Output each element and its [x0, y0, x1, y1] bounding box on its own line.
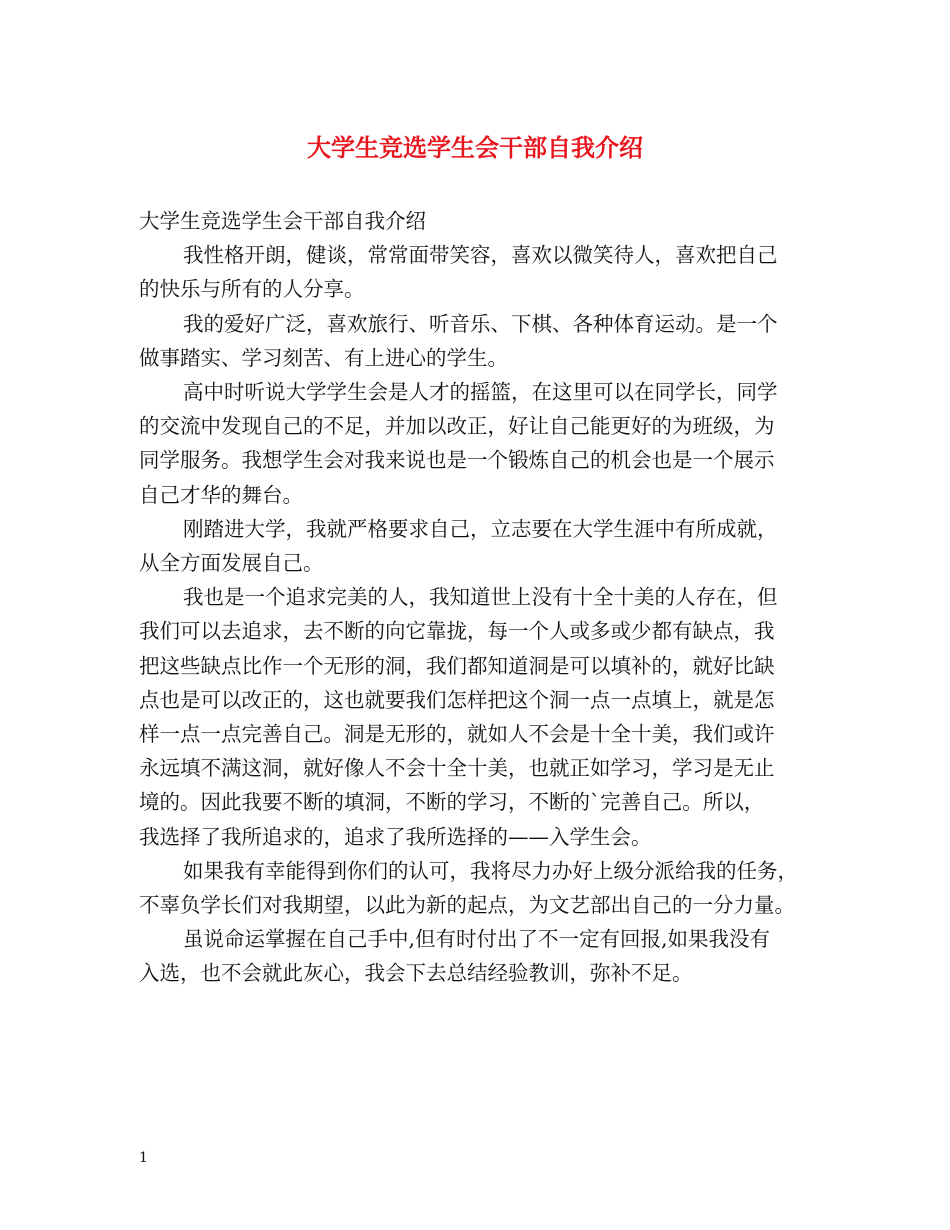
paragraph-5	[139, 580, 821, 854]
paragraph-line: 点也是可以改正的，这也就要我们怎样把这个洞一点一点填上，就是怎	[139, 687, 775, 712]
paragraph-line: 高中时听说大学学生会是人才的摇篮，在这里可以在同学长，同学	[183, 380, 778, 405]
paragraph-line: 虽说命运掌握在自己手中,但有时付出了不一定有回报,如果我没有	[183, 927, 771, 952]
paragraph-6	[139, 854, 821, 922]
paragraph-line: 的交流中发现自己的不足，并加以改正，好让自己能更好的为班级，为	[139, 414, 775, 439]
paragraph-line: 如果我有幸能得到你们的认可，我将尽力办好上级分派给我的任务，	[183, 858, 798, 883]
paragraph-7	[139, 922, 821, 990]
paragraph-line: 样一点一点完善自己。洞是无形的，就如人不会是十全十美，我们或许	[139, 722, 775, 747]
paragraph-line: 我选择了我所追求的，追求了我所选择的——入学生会。	[139, 824, 652, 849]
page-number: 1	[139, 1150, 148, 1166]
paragraph-line: 做事踏实、学习刻苦、有上进心的学生。	[139, 345, 508, 370]
paragraph-line: 境的。因此我要不断的填洞，不断的学习，不断的`完善自己。所以，	[139, 790, 765, 815]
paragraph-2	[139, 307, 821, 375]
paragraph-line: 从全方面发展自己。	[139, 551, 324, 576]
paragraph-line: 永远填不满这洞，就好像人不会十全十美，也就正如学习，学习是无止	[139, 756, 775, 781]
paragraph-line: 我们可以去追求，去不断的向它靠拢，每一个人或多或少都有缺点，我	[139, 619, 775, 644]
document-subtitle: 大学生竞选学生会干部自我介绍	[139, 209, 426, 233]
paragraph-line: 自己才华的舞台。	[139, 482, 303, 507]
paragraph-1	[139, 238, 821, 306]
paragraph-4	[139, 512, 821, 580]
paragraph-line: 我的爱好广泛，喜欢旅行、听音乐、下棋、各种体育运动。是一个	[183, 311, 778, 336]
paragraph-line: 不辜负学长们对我期望，以此为新的起点，为文艺部出自己的一分力量。	[139, 893, 795, 918]
document-title: 大学生竞选学生会干部自我介绍	[307, 133, 643, 162]
paragraph-line: 把这些缺点比作一个无形的洞，我们都知道洞是可以填补的，就好比缺	[139, 653, 775, 678]
paragraph-line: 我也是一个追求完美的人，我知道世上没有十全十美的人存在，但	[183, 585, 778, 610]
paragraph-line: 的快乐与所有的人分享。	[139, 277, 365, 302]
paragraph-line: 刚踏进大学，我就严格要求自己，立志要在大学生涯中有所成就，	[183, 516, 778, 541]
paragraph-line: 同学服务。我想学生会对我来说也是一个锻炼自己的机会也是一个展示	[139, 448, 775, 473]
paragraph-line: 入选，也不会就此灰心，我会下去总结经验教训，弥补不足。	[139, 961, 693, 986]
paragraph-3	[139, 375, 821, 512]
paragraph-line: 我性格开朗，健谈，常常面带笑容，喜欢以微笑待人，喜欢把自己	[183, 243, 778, 268]
document-body	[139, 204, 821, 991]
